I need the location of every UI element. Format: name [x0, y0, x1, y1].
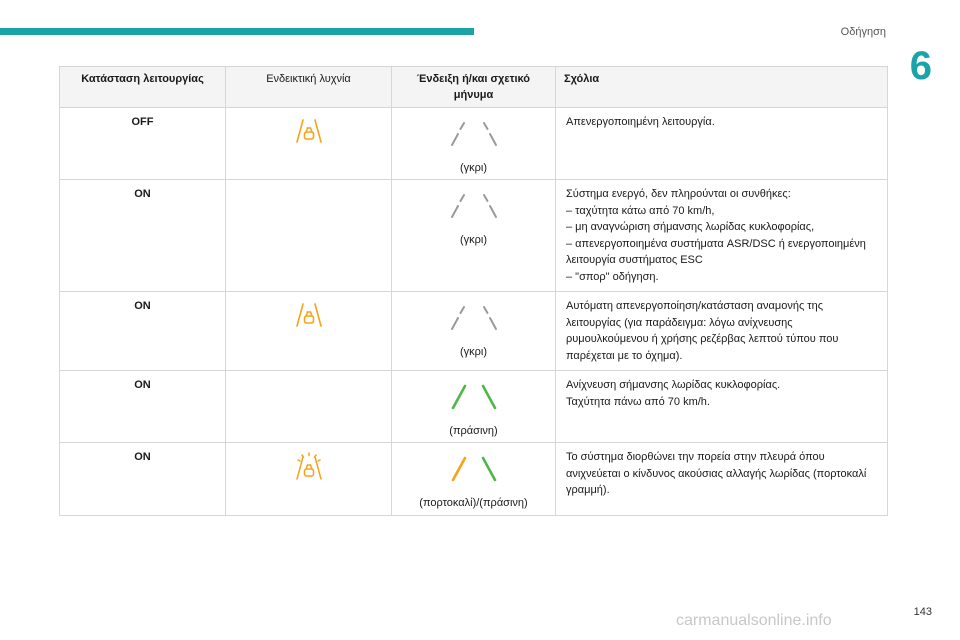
- lane-lines-orange-green-icon: [446, 456, 502, 482]
- display-cell: [392, 108, 556, 180]
- display-caption: (γκρι): [459, 162, 488, 174]
- comment-line: Το σύστημα διορθώνει την πορεία στην πλευρά όπου ανιχνεύεται ο κίνδυνος ακούσιας αλλαγής λωρίδας (πορτοκαλί γραμμή).: [566, 451, 867, 496]
- watermark-text: carmanualsonline.info: [676, 612, 832, 629]
- column-header-comments: Σχόλια: [556, 67, 888, 108]
- display-caption: (πορτοκαλί)/(πράσινη): [419, 497, 528, 509]
- display-caption: (πράσινη): [449, 425, 498, 437]
- comment-line: Σύστημα ενεργό, δεν πληρούνται οι συνθήκες:: [566, 188, 791, 200]
- table-header-row: [60, 67, 888, 108]
- display-cell: [392, 292, 556, 371]
- display-cell: [392, 371, 556, 443]
- state-cell: ON: [60, 371, 226, 443]
- table-row: [60, 371, 888, 443]
- comment-cell: [556, 371, 888, 443]
- comment-cell: [556, 108, 888, 180]
- column-header-lamp: Ενδεικτική λυχνία: [226, 67, 392, 108]
- comment-line: – μη αναγνώριση σήμανσης λωρίδας κυκλοφορίας,: [566, 221, 815, 233]
- comment-line: Αυτόματη απενεργοποίηση/κατάσταση αναμονής της λειτουργίας (για παράδειγμα: λόγω ανίχνευσης ρυμουλκούμενου ή χρήσης ρεζέρβας λεπτού τύπου που παρέχεται με το όχημα).: [566, 300, 839, 362]
- comment-line: Απενεργοποιημένη λειτουργία.: [566, 116, 715, 128]
- state-cell: ON: [60, 180, 226, 292]
- lane-assist-status-table: [59, 66, 888, 516]
- comment-line: – ταχύτητα κάτω από 70 km/h,: [566, 204, 715, 217]
- top-accent-bar: [0, 28, 474, 35]
- comment-cell: [556, 292, 888, 371]
- lane-lines-green-icon: [446, 384, 502, 410]
- comment-line: – απενεργοποιημένα συστήματα ASR/DSC ή ενεργοποιημένη λειτουργία συστήματος ESC: [566, 237, 866, 266]
- comment-line: – "σπορ" οδήγηση.: [566, 270, 659, 283]
- lane-assist-warning-icon: [294, 301, 324, 329]
- display-cell: [392, 443, 556, 516]
- lamp-cell: [226, 371, 392, 443]
- lamp-cell: [226, 443, 392, 516]
- state-cell: ON: [60, 443, 226, 516]
- chapter-number: 6: [909, 44, 932, 88]
- state-cell: OFF: [60, 108, 226, 180]
- lane-assist-warning-icon: [294, 117, 324, 145]
- lane-assist-active-warning-icon: [292, 452, 326, 482]
- lane-lines-grey-icon: [446, 305, 502, 331]
- comment-cell: [556, 180, 888, 292]
- lamp-cell: [226, 292, 392, 371]
- lamp-cell: [226, 180, 392, 292]
- lamp-cell: [226, 108, 392, 180]
- column-header-display: Ένδειξη ή/και σχετικό μήνυμα: [392, 67, 556, 108]
- column-header-state: Κατάσταση λειτουργίας: [60, 67, 226, 108]
- state-cell: ON: [60, 292, 226, 371]
- lane-lines-grey-icon: [446, 193, 502, 219]
- table-row: [60, 292, 888, 371]
- comment-cell: [556, 443, 888, 516]
- display-cell: [392, 180, 556, 292]
- table-row: [60, 180, 888, 292]
- table-row: [60, 443, 888, 516]
- section-title: Οδήγηση: [840, 26, 886, 38]
- page-number: 143: [913, 606, 932, 618]
- lane-lines-grey-icon: [446, 121, 502, 147]
- table-row: [60, 108, 888, 180]
- display-caption: (γκρι): [459, 346, 488, 358]
- comment-line: Ανίχνευση σήμανσης λωρίδας κυκλοφορίας.: [566, 379, 781, 391]
- comment-line: Ταχύτητα πάνω από 70 km/h.: [566, 395, 710, 408]
- display-caption: (γκρι): [459, 234, 488, 246]
